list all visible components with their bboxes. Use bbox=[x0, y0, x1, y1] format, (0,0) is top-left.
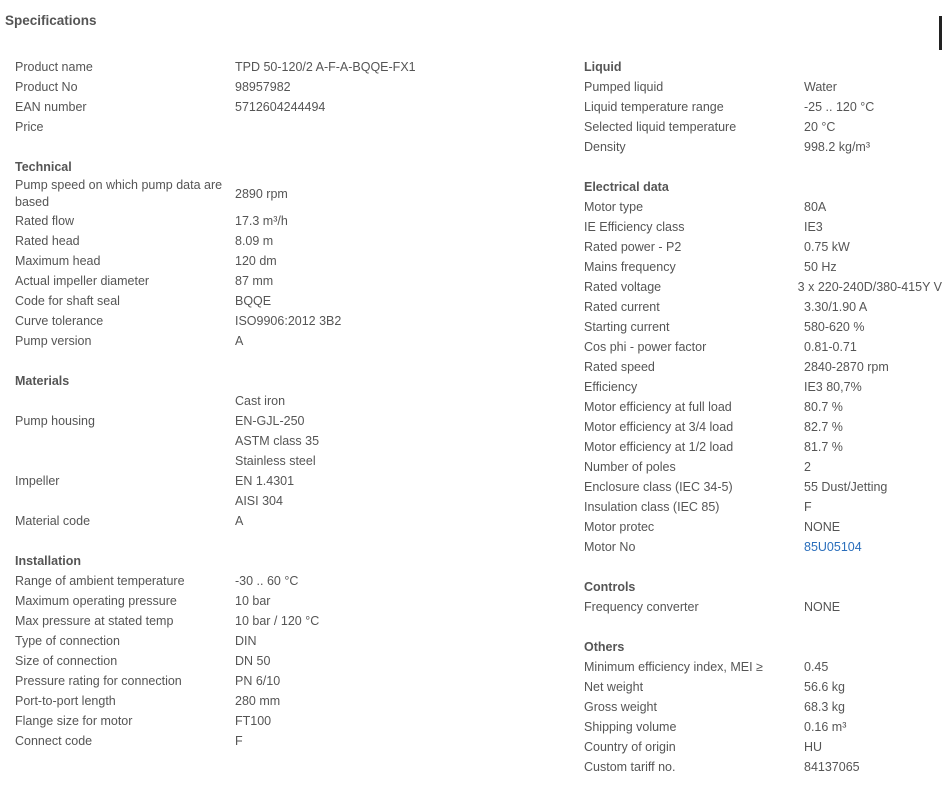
spec-values bbox=[235, 671, 280, 691]
spec-label: Gross weight bbox=[584, 699, 657, 714]
spec-value: PN 6/10 bbox=[235, 674, 281, 688]
spec-label: Mains frequency bbox=[584, 259, 676, 274]
spec-value: 50 Hz bbox=[804, 260, 837, 274]
spec-value: ASTM class 35 bbox=[235, 434, 320, 448]
spec-value: 80A bbox=[804, 200, 827, 214]
spec-label: Starting current bbox=[584, 319, 670, 334]
spec-row bbox=[584, 757, 942, 777]
spec-value: Stainless steel bbox=[235, 454, 316, 468]
section-liquid bbox=[584, 57, 942, 157]
spec-label: Motor efficiency at 3/4 load bbox=[584, 419, 734, 434]
spec-values bbox=[804, 317, 864, 337]
spec-row bbox=[15, 451, 555, 511]
spec-values bbox=[235, 77, 291, 97]
spec-values bbox=[235, 591, 270, 611]
spec-label: Material code bbox=[15, 513, 91, 528]
spec-row bbox=[584, 357, 942, 377]
spec-row bbox=[15, 231, 555, 251]
spec-values bbox=[804, 757, 860, 777]
spec-label: Motor No bbox=[584, 539, 636, 554]
spec-label: IE Efficiency class bbox=[584, 219, 685, 234]
spec-values bbox=[235, 511, 243, 531]
spec-value: EN-GJL-250 bbox=[235, 414, 305, 428]
spec-value: 2890 rpm bbox=[235, 187, 288, 201]
spec-values bbox=[804, 437, 843, 457]
left-column bbox=[15, 57, 555, 771]
spec-label: Enclosure class (IEC 34-5) bbox=[584, 479, 733, 494]
spec-values bbox=[804, 217, 823, 237]
spec-values bbox=[235, 271, 273, 291]
spec-value: A bbox=[235, 514, 244, 528]
spec-values bbox=[235, 391, 319, 451]
spec-value: 3.30/1.90 A bbox=[804, 300, 868, 314]
spec-label: Rated current bbox=[584, 299, 660, 314]
spec-label: Motor efficiency at 1/2 load bbox=[584, 439, 734, 454]
spec-values bbox=[235, 691, 280, 711]
spec-label: Minimum efficiency index, MEI ≥ bbox=[584, 659, 763, 674]
spec-row bbox=[15, 651, 555, 671]
spec-row bbox=[584, 97, 942, 117]
spec-row bbox=[584, 217, 942, 237]
section-title: Technical bbox=[15, 160, 72, 174]
spec-values bbox=[804, 377, 862, 397]
spec-value: DN 50 bbox=[235, 654, 271, 668]
spec-row bbox=[15, 211, 555, 231]
section-title: Liquid bbox=[584, 60, 622, 74]
spec-value: 56.6 kg bbox=[804, 680, 846, 694]
spec-value: 2840-2870 rpm bbox=[804, 360, 889, 374]
spec-row bbox=[15, 271, 555, 291]
spec-values bbox=[804, 237, 850, 257]
spec-label: Net weight bbox=[584, 679, 644, 694]
spec-row bbox=[584, 197, 942, 217]
spec-row bbox=[15, 591, 555, 611]
spec-row bbox=[584, 297, 942, 317]
spec-label: Size of connection bbox=[15, 653, 118, 668]
spec-label: Rated head bbox=[15, 233, 80, 248]
spec-values bbox=[804, 417, 843, 437]
spec-values bbox=[804, 457, 811, 477]
spec-value: 0.45 bbox=[804, 660, 829, 674]
page-title: Specifications bbox=[5, 13, 97, 28]
spec-value: 10 bar bbox=[235, 594, 271, 608]
spec-value: EN 1.4301 bbox=[235, 474, 295, 488]
spec-values bbox=[235, 211, 288, 231]
spec-values bbox=[804, 597, 840, 617]
section-installation bbox=[15, 551, 555, 751]
spec-values bbox=[804, 537, 862, 557]
spec-values bbox=[804, 517, 840, 537]
spec-value: 2 bbox=[804, 460, 811, 474]
spec-label: Rated speed bbox=[584, 359, 655, 374]
section-title: Materials bbox=[15, 374, 70, 388]
section-title: Others bbox=[584, 640, 625, 654]
spec-label: Connect code bbox=[15, 733, 93, 748]
spec-label: Price bbox=[15, 119, 44, 134]
spec-values bbox=[804, 477, 887, 497]
spec-values bbox=[235, 651, 270, 671]
spec-label: Pumped liquid bbox=[584, 79, 664, 94]
spec-row bbox=[584, 277, 942, 297]
spec-label: Product No bbox=[15, 79, 78, 94]
spec-row bbox=[584, 237, 942, 257]
spec-values bbox=[804, 137, 870, 157]
spec-values bbox=[235, 631, 257, 651]
section-title: Electrical data bbox=[584, 180, 669, 194]
spec-values bbox=[235, 451, 316, 511]
spec-label: Flange size for motor bbox=[15, 713, 133, 728]
spec-row bbox=[15, 671, 555, 691]
spec-value: 10 bar / 120 °C bbox=[235, 614, 320, 628]
spec-label: Maximum head bbox=[15, 253, 101, 268]
spec-value: NONE bbox=[804, 520, 841, 534]
spec-values bbox=[804, 97, 874, 117]
spec-label: Pressure rating for connection bbox=[15, 673, 182, 688]
spec-value: TPD 50-120/2 A-F-A-BQQE-FX1 bbox=[235, 60, 416, 74]
spec-values bbox=[804, 497, 812, 517]
spec-label: Efficiency bbox=[584, 379, 638, 394]
spec-row bbox=[15, 311, 555, 331]
spec-row bbox=[584, 537, 942, 557]
spec-row bbox=[584, 737, 942, 757]
spec-label: Range of ambient temperature bbox=[15, 573, 185, 588]
spec-values bbox=[235, 731, 243, 751]
section-title: Controls bbox=[584, 580, 636, 594]
spec-row bbox=[584, 697, 942, 717]
spec-label: Frequency converter bbox=[584, 599, 699, 614]
spec-value: 80.7 % bbox=[804, 400, 843, 414]
spec-label: Number of poles bbox=[584, 459, 676, 474]
spec-label: Curve tolerance bbox=[15, 313, 104, 328]
spec-row bbox=[15, 251, 555, 271]
spec-values bbox=[235, 97, 325, 117]
spec-label: Pump version bbox=[15, 333, 92, 348]
spec-value: NONE bbox=[804, 600, 841, 614]
spec-label: Shipping volume bbox=[584, 719, 677, 734]
spec-value: -25 .. 120 °C bbox=[804, 100, 875, 114]
spec-row bbox=[15, 331, 555, 351]
spec-values bbox=[804, 257, 837, 277]
spec-value: Water bbox=[804, 80, 837, 94]
spec-label: Liquid temperature range bbox=[584, 99, 724, 114]
spec-row bbox=[584, 457, 942, 477]
spec-row bbox=[15, 57, 555, 77]
spec-value: 120 dm bbox=[235, 254, 277, 268]
spec-row bbox=[15, 97, 555, 117]
spec-row bbox=[584, 377, 942, 397]
spec-row bbox=[584, 317, 942, 337]
spec-row bbox=[15, 391, 555, 451]
spec-label: Country of origin bbox=[584, 739, 676, 754]
spec-values bbox=[804, 337, 857, 357]
spec-value: -30 .. 60 °C bbox=[235, 574, 299, 588]
spec-row bbox=[15, 291, 555, 311]
spec-row bbox=[584, 517, 942, 537]
spec-row bbox=[15, 117, 555, 137]
spec-value: 0.81-0.71 bbox=[804, 340, 857, 354]
spec-value: F bbox=[804, 500, 812, 514]
spec-values bbox=[804, 657, 828, 677]
spec-label: Rated voltage bbox=[584, 279, 662, 294]
spec-row bbox=[584, 337, 942, 357]
spec-value: IE3 80,7% bbox=[804, 380, 862, 394]
spec-value: IE3 bbox=[804, 220, 823, 234]
spec-label: Product name bbox=[15, 59, 93, 74]
spec-value: 98957982 bbox=[235, 80, 291, 94]
spec-value: Cast iron bbox=[235, 394, 286, 408]
spec-row bbox=[584, 477, 942, 497]
spec-value: 998.2 kg/m³ bbox=[804, 140, 871, 154]
spec-values bbox=[235, 184, 288, 204]
section-technical bbox=[15, 157, 555, 351]
spec-label: EAN number bbox=[15, 99, 87, 114]
section-general bbox=[15, 57, 555, 137]
spec-label: Actual impeller diameter bbox=[15, 273, 150, 288]
spec-row bbox=[15, 631, 555, 651]
spec-values bbox=[235, 251, 277, 271]
spec-value: 8.09 m bbox=[235, 234, 274, 248]
spec-value: 68.3 kg bbox=[804, 700, 846, 714]
right-column bbox=[584, 57, 942, 797]
spec-row bbox=[15, 511, 555, 531]
spec-values bbox=[804, 357, 889, 377]
spec-row bbox=[15, 691, 555, 711]
spec-values bbox=[804, 77, 837, 97]
spec-row bbox=[584, 437, 942, 457]
spec-values bbox=[798, 277, 942, 297]
spec-row bbox=[584, 257, 942, 277]
spec-values bbox=[804, 197, 826, 217]
spec-value: 5712604244494 bbox=[235, 100, 326, 114]
spec-row bbox=[584, 137, 942, 157]
spec-values bbox=[235, 311, 341, 331]
spec-values bbox=[804, 717, 846, 737]
spec-label: Custom tariff no. bbox=[584, 759, 676, 774]
spec-label: Pump speed on which pump data are based bbox=[15, 178, 223, 209]
spec-label: Motor efficiency at full load bbox=[584, 399, 732, 414]
spec-row bbox=[584, 497, 942, 517]
spec-values bbox=[804, 297, 867, 317]
spec-value: 82.7 % bbox=[804, 420, 843, 434]
spec-value: 20 °C bbox=[804, 120, 836, 134]
spec-row bbox=[584, 117, 942, 137]
spec-row bbox=[15, 611, 555, 631]
spec-value: 17.3 m³/h bbox=[235, 214, 288, 228]
spec-row bbox=[584, 717, 942, 737]
spec-row bbox=[584, 417, 942, 437]
spec-row bbox=[15, 177, 555, 211]
spec-values bbox=[235, 571, 298, 591]
spec-value: 3 x 220-240D/380-415Y V bbox=[797, 280, 942, 294]
section-materials bbox=[15, 371, 555, 531]
spec-label: Selected liquid temperature bbox=[584, 119, 737, 134]
spec-values bbox=[235, 57, 416, 77]
spec-row bbox=[15, 571, 555, 591]
spec-value: 81.7 % bbox=[804, 440, 843, 454]
spec-row bbox=[584, 77, 942, 97]
spec-value: 0.75 kW bbox=[804, 240, 850, 254]
spec-values bbox=[804, 697, 845, 717]
section-electrical-data bbox=[584, 177, 942, 557]
spec-row bbox=[584, 397, 942, 417]
spec-values bbox=[235, 231, 273, 251]
spec-values bbox=[804, 677, 845, 697]
spec-values bbox=[235, 611, 319, 631]
spec-label: Pump housing bbox=[15, 413, 95, 428]
section-title: Installation bbox=[15, 554, 81, 568]
spec-values bbox=[235, 331, 243, 351]
spec-label: Motor type bbox=[584, 199, 644, 214]
spec-value: HU bbox=[804, 740, 823, 754]
spec-row bbox=[15, 711, 555, 731]
spec-value: BQQE bbox=[235, 294, 272, 308]
spec-label: Cos phi - power factor bbox=[584, 339, 707, 354]
spec-label: Rated power - P2 bbox=[584, 239, 682, 254]
spec-value: 580-620 % bbox=[804, 320, 865, 334]
spec-label: Density bbox=[584, 139, 626, 154]
spec-row bbox=[584, 677, 942, 697]
section-controls bbox=[584, 577, 942, 617]
spec-value: FT100 bbox=[235, 714, 272, 728]
spec-value: 0.16 m³ bbox=[804, 720, 847, 734]
spec-value: 84137065 bbox=[804, 760, 860, 774]
spec-row bbox=[15, 731, 555, 751]
spec-values bbox=[804, 117, 835, 137]
spec-label: Insulation class (IEC 85) bbox=[584, 499, 720, 514]
spec-label: Max pressure at stated temp bbox=[15, 613, 174, 628]
spec-values bbox=[804, 737, 822, 757]
spec-label: Type of connection bbox=[15, 633, 120, 648]
section-others bbox=[584, 637, 942, 777]
spec-label: Rated flow bbox=[15, 213, 75, 228]
spec-label: Motor protec bbox=[584, 519, 655, 534]
spec-value: ISO9906:2012 3B2 bbox=[235, 314, 342, 328]
spec-value: DIN bbox=[235, 634, 257, 648]
spec-value: 55 Dust/Jetting bbox=[804, 480, 888, 494]
spec-label: Port-to-port length bbox=[15, 693, 116, 708]
spec-label: Impeller bbox=[15, 473, 60, 488]
spec-values bbox=[235, 711, 271, 731]
spec-values bbox=[235, 291, 271, 311]
spec-values bbox=[804, 397, 843, 417]
spec-value: AISI 304 bbox=[235, 494, 283, 508]
spec-row bbox=[15, 77, 555, 97]
spec-label: Maximum operating pressure bbox=[15, 593, 177, 608]
spec-label: Code for shaft seal bbox=[15, 293, 120, 308]
spec-value: 280 mm bbox=[235, 694, 281, 708]
spec-row bbox=[584, 597, 942, 617]
spec-value-link[interactable]: 85U05104 bbox=[804, 540, 862, 554]
spec-value: A bbox=[235, 334, 244, 348]
spec-value: 87 mm bbox=[235, 274, 274, 288]
spec-value: F bbox=[235, 734, 243, 748]
spec-row bbox=[584, 657, 942, 677]
